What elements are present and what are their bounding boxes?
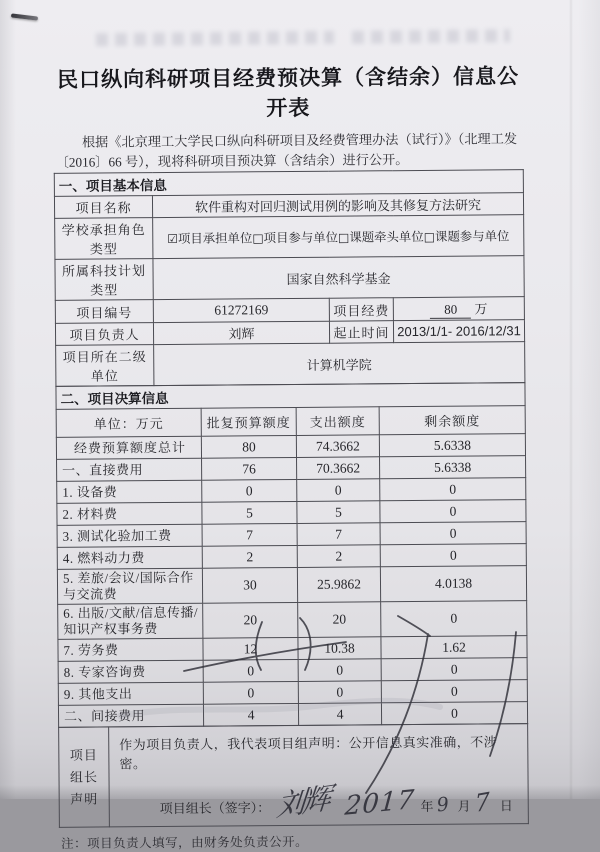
year-char: 年 <box>420 798 434 814</box>
row-label: 1. 设备费 <box>57 480 202 503</box>
paper-crease <box>569 0 573 799</box>
role-type-label: 学校承担角色类型 <box>55 218 153 260</box>
role-option-label: 项目承担单位 <box>177 231 253 246</box>
table-row <box>58 601 527 640</box>
basic-info-heading: 一、项目基本信息 <box>54 170 523 197</box>
budget-cell: 80 <box>201 435 296 458</box>
footnote: 注：项目负责人填写，由财务处负责公开。 <box>60 834 309 851</box>
show-through-smudge <box>352 29 510 44</box>
column-header-row <box>56 406 525 438</box>
role-type-options <box>153 215 524 259</box>
declaration-body <box>109 724 529 827</box>
period-value: 2013/1/1- 2016/12/31 <box>393 320 524 343</box>
table-row <box>55 256 524 301</box>
spent-cell: 0 <box>298 659 381 682</box>
plan-type-label: 所属科技计划类型 <box>55 259 153 301</box>
spent-cell: 0 <box>297 479 380 502</box>
remaining-cell: 1.62 <box>381 636 527 659</box>
row-label: 2. 材料费 <box>57 502 202 525</box>
declaration-statement: 作为项目负责人，我代表项目组声明：公开信息真实准确，不涉密。 <box>119 734 498 772</box>
project-number-value: 61272169 <box>153 298 329 322</box>
day-char: 日 <box>499 798 513 814</box>
budget-cell: 12 <box>203 637 298 660</box>
budget-cell: 76 <box>202 457 297 480</box>
budget-cell: 0 <box>203 681 298 704</box>
funding-label: 项目经费 <box>329 298 393 322</box>
period-label: 起止时间 <box>329 321 393 344</box>
handwritten-year: 2017 <box>343 784 416 822</box>
row-label: 一、直接费用 <box>57 458 202 481</box>
row-label: 8. 专家咨询费 <box>58 660 203 683</box>
handwritten-signature: 刘辉 <box>274 780 330 824</box>
signature-line <box>120 778 522 822</box>
sign-label: 项目组长（签字）： <box>159 800 271 817</box>
declaration-table <box>58 723 529 828</box>
spent-cell: 74.3662 <box>296 435 379 458</box>
spent-cell: 10.38 <box>298 637 381 660</box>
unit-label: 项目所在二级单位 <box>56 345 154 387</box>
handwritten-day: 7 <box>474 786 491 819</box>
row-label: 经费预算额度总计 <box>56 436 201 459</box>
leader-label: 项目负责人 <box>55 323 153 346</box>
table-row <box>55 215 524 260</box>
spent-cell: 70.3662 <box>297 457 380 480</box>
table-row <box>57 566 526 605</box>
remaining-cell: 0 <box>381 601 527 637</box>
remaining-cell: 0 <box>380 478 526 501</box>
row-label: 9. 其他支出 <box>58 682 203 705</box>
settlement-table <box>55 382 528 728</box>
column-spent: 支出额度 <box>296 407 379 436</box>
project-name-value: 软件重构对回归测试用例的影响及其修复方法研究 <box>152 193 523 218</box>
declaration-label: 项目组长声明 <box>59 727 110 827</box>
unit-value: 计算机学院 <box>154 342 525 386</box>
remaining-cell: 5.6338 <box>380 456 526 479</box>
table-row <box>59 724 529 828</box>
project-name-label: 项目名称 <box>54 196 152 219</box>
spent-cell: 0 <box>298 681 381 704</box>
checkbox-icon: □ <box>423 229 436 244</box>
handwritten-month: 9 <box>435 793 450 817</box>
basic-info-table <box>54 169 526 387</box>
settlement-heading: 二、项目决算信息 <box>56 383 525 410</box>
column-remaining: 剩余额度 <box>379 406 525 435</box>
document-content <box>53 60 529 852</box>
remaining-cell: 0 <box>380 500 526 523</box>
budget-cell: 7 <box>202 523 297 546</box>
remaining-cell: 0 <box>381 680 527 703</box>
staple-mark <box>11 13 38 20</box>
budget-cell: 2 <box>202 545 297 568</box>
spent-cell: 2 <box>297 545 380 568</box>
funding-unit: 万 <box>474 301 488 317</box>
intro-paragraph: 根据《北京理工大学民口纵向科研项目及经费管理办法（试行）》（北理工发〔2016〕66 号），现将科研项目预决算（含结余）进行公开。 <box>55 131 518 170</box>
row-label: 4. 燃料动力费 <box>57 546 202 569</box>
funding-amount: 80 <box>430 302 471 319</box>
column-budget: 批复预算额度 <box>201 407 296 436</box>
budget-cell: 5 <box>202 501 297 524</box>
spent-cell: 5 <box>297 501 380 524</box>
column-unit: 单位：万元 <box>56 408 201 437</box>
remaining-cell: 0 <box>380 522 526 545</box>
budget-cell: 30 <box>202 567 297 603</box>
remaining-cell: 5.6338 <box>379 434 525 457</box>
row-label: 6. 出版/文献/信息传播/知识产权事务费 <box>58 603 203 639</box>
remaining-cell: 0 <box>380 544 526 567</box>
spent-cell: 20 <box>298 602 381 638</box>
checkbox-icon: □ <box>337 230 350 245</box>
page-title: 民口纵向科研项目经费预决算（含结余）信息公开表 <box>56 64 520 121</box>
role-option-label: 项目参与单位 <box>263 230 339 246</box>
spent-cell: 4 <box>298 703 381 726</box>
budget-cell: 4 <box>203 703 298 726</box>
spent-cell: 7 <box>297 523 380 546</box>
checkbox-icon: □ <box>252 231 264 246</box>
row-label: 5. 差旅/会议/国际合作与交流费 <box>57 568 202 604</box>
row-label: 7. 劳务费 <box>58 638 203 661</box>
show-through-smudge <box>96 31 334 46</box>
table-row <box>56 342 525 387</box>
leader-value: 刘辉 <box>153 321 329 344</box>
remaining-cell: 0 <box>381 658 527 681</box>
remaining-cell: 4.0138 <box>380 566 526 602</box>
budget-cell: 0 <box>202 479 297 502</box>
row-label: 二、间接费用 <box>58 704 203 727</box>
budget-cell: 20 <box>203 602 298 638</box>
project-number-label: 项目编号 <box>55 300 153 324</box>
spent-cell: 25.9862 <box>297 567 380 603</box>
role-option-label: 课题参与单位 <box>434 229 510 244</box>
checkbox-checked-icon: ☑ <box>167 231 179 246</box>
role-option-label: 课题牵头单位 <box>349 229 424 245</box>
month-char: 月 <box>457 798 471 814</box>
remaining-cell: 0 <box>381 702 527 725</box>
funding-value <box>393 297 524 321</box>
row-label: 3. 测试化验加工费 <box>57 524 202 547</box>
plan-type-value: 国家自然科学基金 <box>153 256 524 300</box>
budget-cell: 0 <box>203 659 298 682</box>
